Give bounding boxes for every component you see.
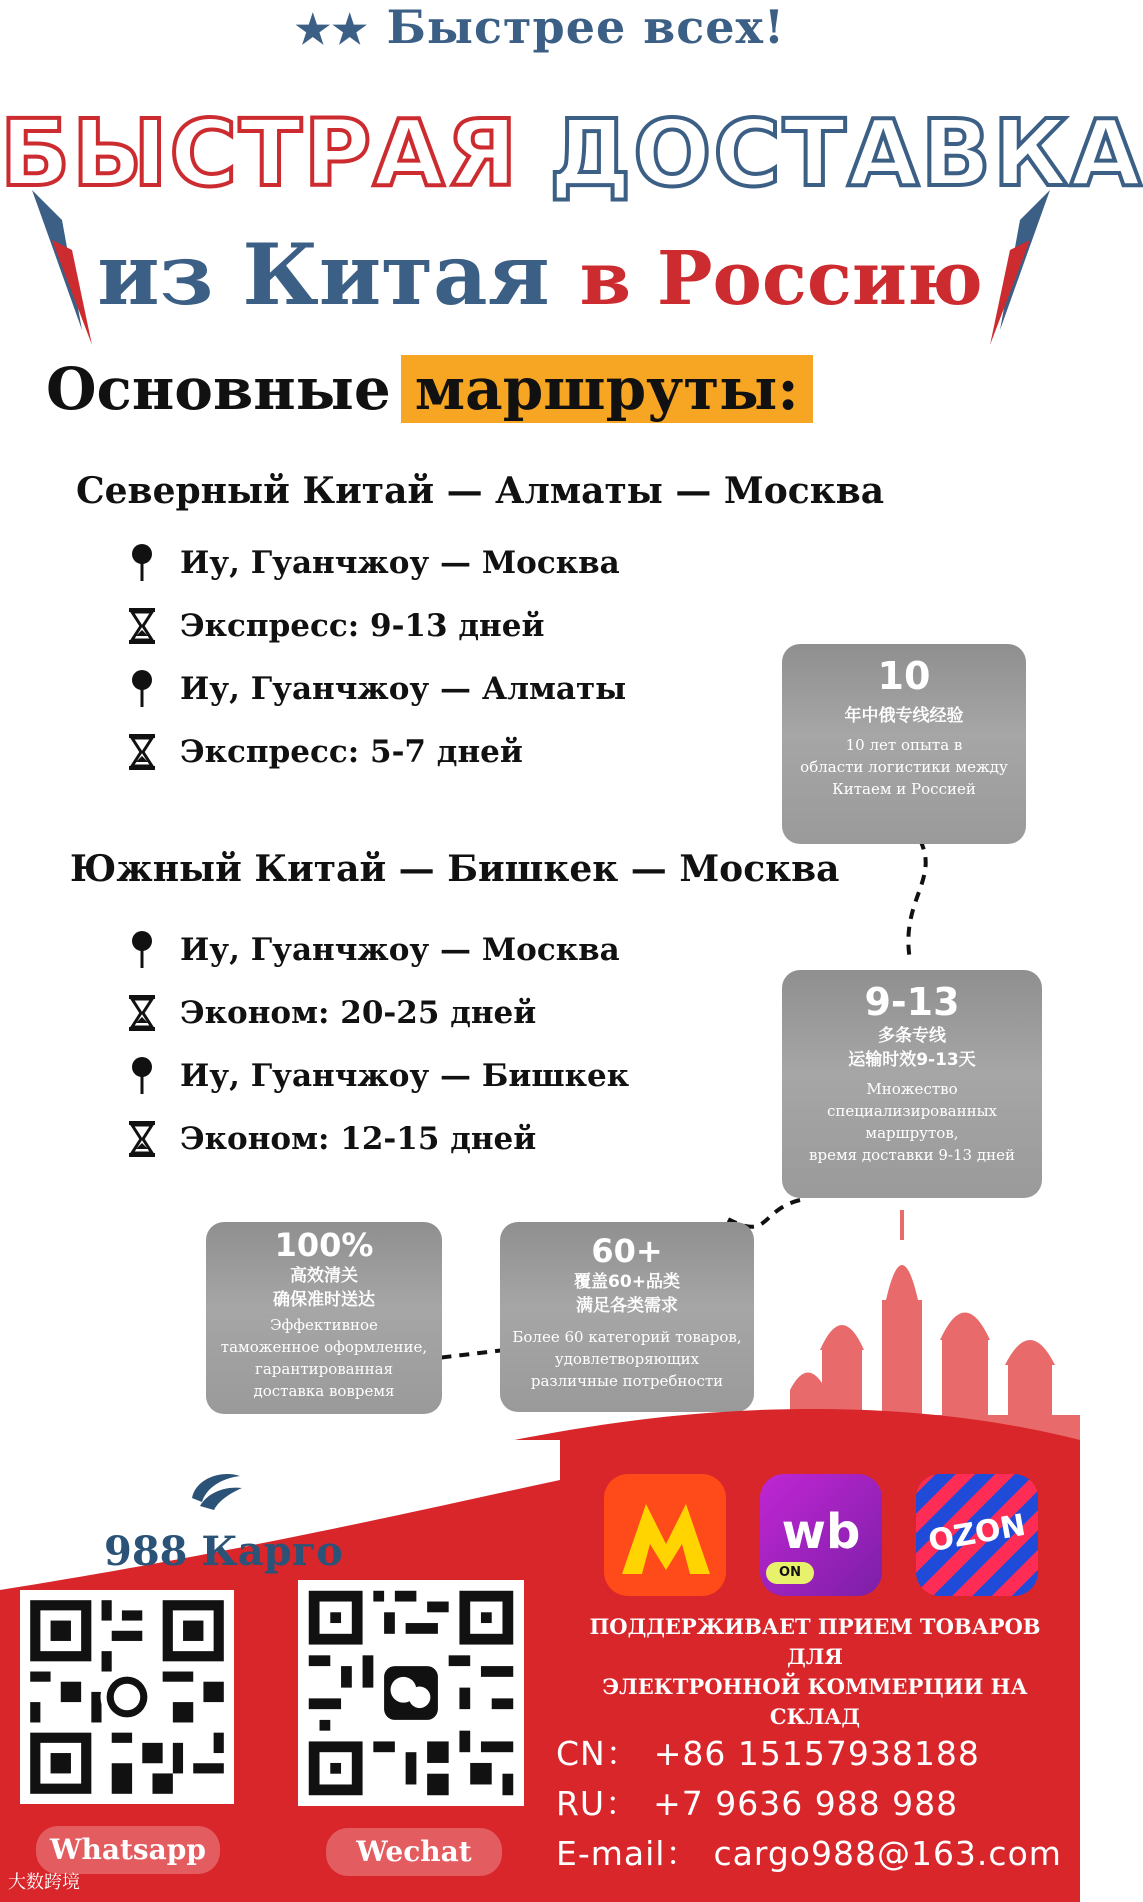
route-item-text: Экспресс: 5-7 дней [180,734,523,770]
route-item [124,606,544,646]
card-ru-line: Множество [866,1080,958,1098]
card-big-number: 10 [877,654,931,698]
card-ru-line: 10 лет опыта в [845,736,963,754]
card-ru-line: доставка вовремя [253,1382,395,1400]
contact-label: RU： [556,1784,640,1823]
main-title [0,100,1143,207]
card-ru-line: таможенное оформление, [220,1338,428,1356]
wechat-qr-icon [298,1580,524,1806]
south-route-heading: Южный Китай — Бишкек — Москва [70,848,840,890]
north-route-heading: Северный Китай — Алматы — Москва [76,470,885,512]
wechat-qr-code[interactable] [298,1580,524,1806]
categories-card [500,1222,754,1412]
wb-logo-text: wb [781,1504,861,1560]
route-item-text: Эконом: 20-25 дней [180,995,537,1031]
contact-label: E-mail： [556,1834,700,1873]
route-item [124,669,626,709]
route-item-text: Иу, Гуанчжоу — Алматы [180,671,627,707]
card-cn-line: 确保准时送达 [273,1290,375,1310]
route-item-text: Иу, Гуанчжоу — Бишкек [180,1058,630,1094]
yandex-market-logo-icon [604,1474,726,1596]
title-fast: БЫСТРАЯ [0,100,520,207]
brand-logo-icon [186,1468,246,1512]
tagline-text: Быстрее всех! [386,0,786,54]
contact-email[interactable] [556,1828,1062,1875]
contact-value: +86 15157938188 [653,1734,980,1773]
warehouse-support-text [560,1612,1070,1732]
stars-icon: ★★ [294,6,369,53]
contact-label: CN： [556,1734,640,1773]
wb-on-badge: ON [766,1562,814,1584]
route-item-text: Экспресс: 9-13 дней [180,608,545,644]
experience-card [782,644,1026,844]
card-cn-line: 覆盖60+品类 [574,1272,680,1292]
support-line: ЭЛЕКТРОННОЙ КОММЕРЦИИ НА СКЛАД [602,1674,1028,1729]
card-ru-text [500,1326,754,1392]
brand-name: 988 Карго [104,1528,343,1575]
card-cn-line: 多条专线 [878,1026,946,1046]
pin-icon [124,543,160,583]
card-ru-line: различные потребности [530,1372,724,1390]
yandex-market-icon [604,1474,726,1596]
whatsapp-qr-icon [20,1590,234,1804]
hourglass-icon [124,993,160,1033]
wechat-label: Wechat [326,1828,502,1876]
card-cn-line: 满足各类需求 [576,1296,678,1316]
card-cn-line: 高效清关 [290,1266,358,1286]
white-curve-bg [0,1440,560,1600]
watermark-text: 大数跨境 [8,1872,80,1893]
delivery-time-card [782,970,1042,1198]
card-ru-line: удовлетворяющих [554,1350,700,1368]
routes-title-highlight: маршруты: [401,355,813,423]
card-big-number: 100% [274,1226,374,1264]
subtitle-to-russia: в Россию [579,236,983,322]
hourglass-icon [124,606,160,646]
whatsapp-qr-code[interactable] [20,1590,234,1804]
hourglass-icon [124,1119,160,1159]
pin-icon [124,669,160,709]
card-ru-text [782,1078,1042,1166]
card-cn-line: 运输时效9-13天 [848,1050,976,1070]
card-big-number: 9-13 [864,980,960,1024]
card-ru-line: Эффективное [270,1316,378,1334]
route-item-text: Иу, Гуанчжоу — Москва [180,545,620,581]
whatsapp-label: Whatsapp [36,1826,220,1874]
card-ru-text [206,1314,442,1402]
card-big-number: 60+ [591,1232,663,1270]
title-delivery: ДОСТАВКА [549,100,1143,207]
route-item-text: Эконом: 12-15 дней [180,1121,537,1157]
support-line: ПОДДЕРЖИВАЕТ ПРИЕМ ТОВАРОВ ДЛЯ [589,1614,1041,1669]
card-ru-line: время доставки 9-13 дней [809,1146,1015,1164]
customs-card [206,1222,442,1414]
route-item [124,543,620,583]
card-cn-text: 年中俄专线经验 [844,706,964,726]
tagline [0,0,1080,54]
route-item [124,732,523,772]
subtitle-from-china: из Китая [97,225,550,324]
contact-value: cargo988@163.com [713,1834,1062,1873]
card-ru-text [782,734,1026,800]
route-item-text: Иу, Гуанчжоу — Москва [180,932,620,968]
contact-ru[interactable] [556,1778,958,1825]
card-ru-line: маршрутов, [865,1124,959,1142]
ozon-icon [916,1474,1038,1596]
card-ru-line: области логистики между [800,758,1008,776]
ozon-logo-text: OZON [925,1507,1029,1560]
contact-value: +7 9636 988 988 [653,1784,959,1823]
contact-cn[interactable] [556,1728,980,1775]
hourglass-icon [124,732,160,772]
routes-title [46,355,813,423]
card-ru-line: специализированных [827,1102,997,1120]
card-ru-line: Китаем и Россией [832,780,976,798]
card-ru-line: Более 60 категорий товаров, [512,1328,742,1346]
subtitle [0,225,1080,324]
card-ru-line: гарантированная [254,1360,394,1378]
routes-title-main: Основные [46,355,391,423]
pin-icon [124,1056,160,1096]
wildberries-icon [760,1474,882,1596]
pin-icon [124,930,160,970]
